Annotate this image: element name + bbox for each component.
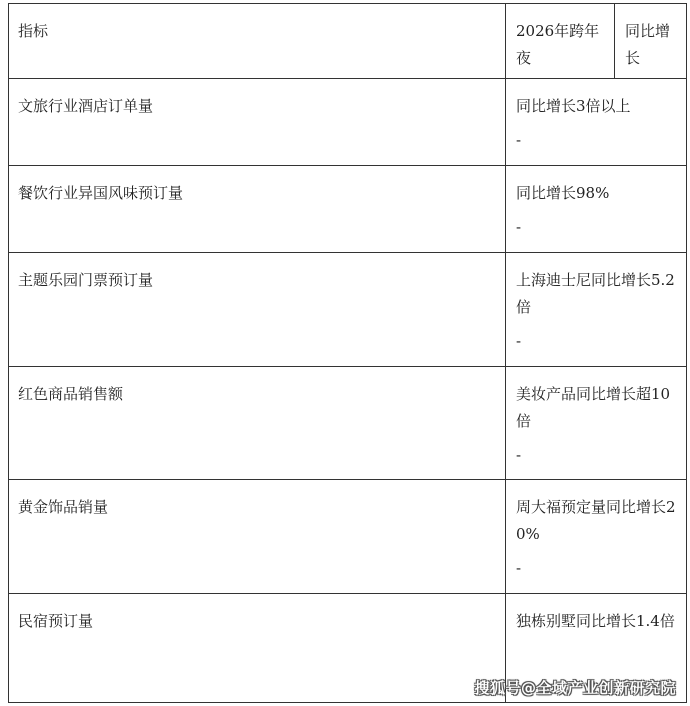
indicator-text: 餐饮行业异国风味预订量 (18, 184, 184, 202)
header-cell-indicator (9, 4, 506, 79)
note-text: - (516, 218, 522, 236)
header-indicator-label: 指标 (18, 22, 49, 40)
note-text: - (516, 559, 522, 577)
note-text: - (516, 332, 522, 350)
value-text: 上海迪士尼同比增长5.2倍 (516, 271, 675, 316)
value-cell (506, 166, 687, 253)
value-text: 周大福预定量同比增长20% (516, 498, 676, 543)
note-text: - (516, 131, 522, 149)
value-cell (506, 367, 687, 480)
table-row (9, 480, 687, 594)
indicator-text: 红色商品销售额 (18, 385, 124, 403)
table-row (9, 166, 687, 253)
value-text: 同比增长3倍以上 (516, 97, 631, 115)
indicator-cell (9, 594, 506, 703)
note-text: - (516, 446, 522, 464)
indicator-text: 主题乐园门票预订量 (18, 271, 154, 289)
indicator-cell (9, 480, 506, 594)
header-growth-label: 同比增长 (625, 22, 671, 67)
indicator-cell (9, 367, 506, 480)
value-cell (506, 253, 687, 367)
header-value-label: 2026年跨年夜 (516, 22, 600, 67)
indicator-text: 民宿预订量 (18, 612, 94, 630)
value-text: 同比增长98% (516, 184, 610, 202)
table-row (9, 367, 687, 480)
header-cell-value (506, 4, 615, 79)
value-text: 独栋别墅同比增长1.4倍 (516, 612, 675, 630)
indicator-text: 文旅行业酒店订单量 (18, 97, 154, 115)
data-table (8, 3, 687, 703)
table-row (9, 79, 687, 166)
indicator-cell (9, 253, 506, 367)
table-row (9, 253, 687, 367)
watermark-text: 搜狐号@全域产业创新研究院 (474, 679, 676, 697)
table-header-row (9, 4, 687, 79)
indicator-text: 黄金饰品销量 (18, 498, 109, 516)
value-text: 美妆产品同比增长超10倍 (516, 385, 671, 430)
indicator-cell (9, 79, 506, 166)
value-cell (506, 480, 687, 594)
value-cell (506, 79, 687, 166)
indicator-cell (9, 166, 506, 253)
header-cell-growth (615, 4, 687, 79)
